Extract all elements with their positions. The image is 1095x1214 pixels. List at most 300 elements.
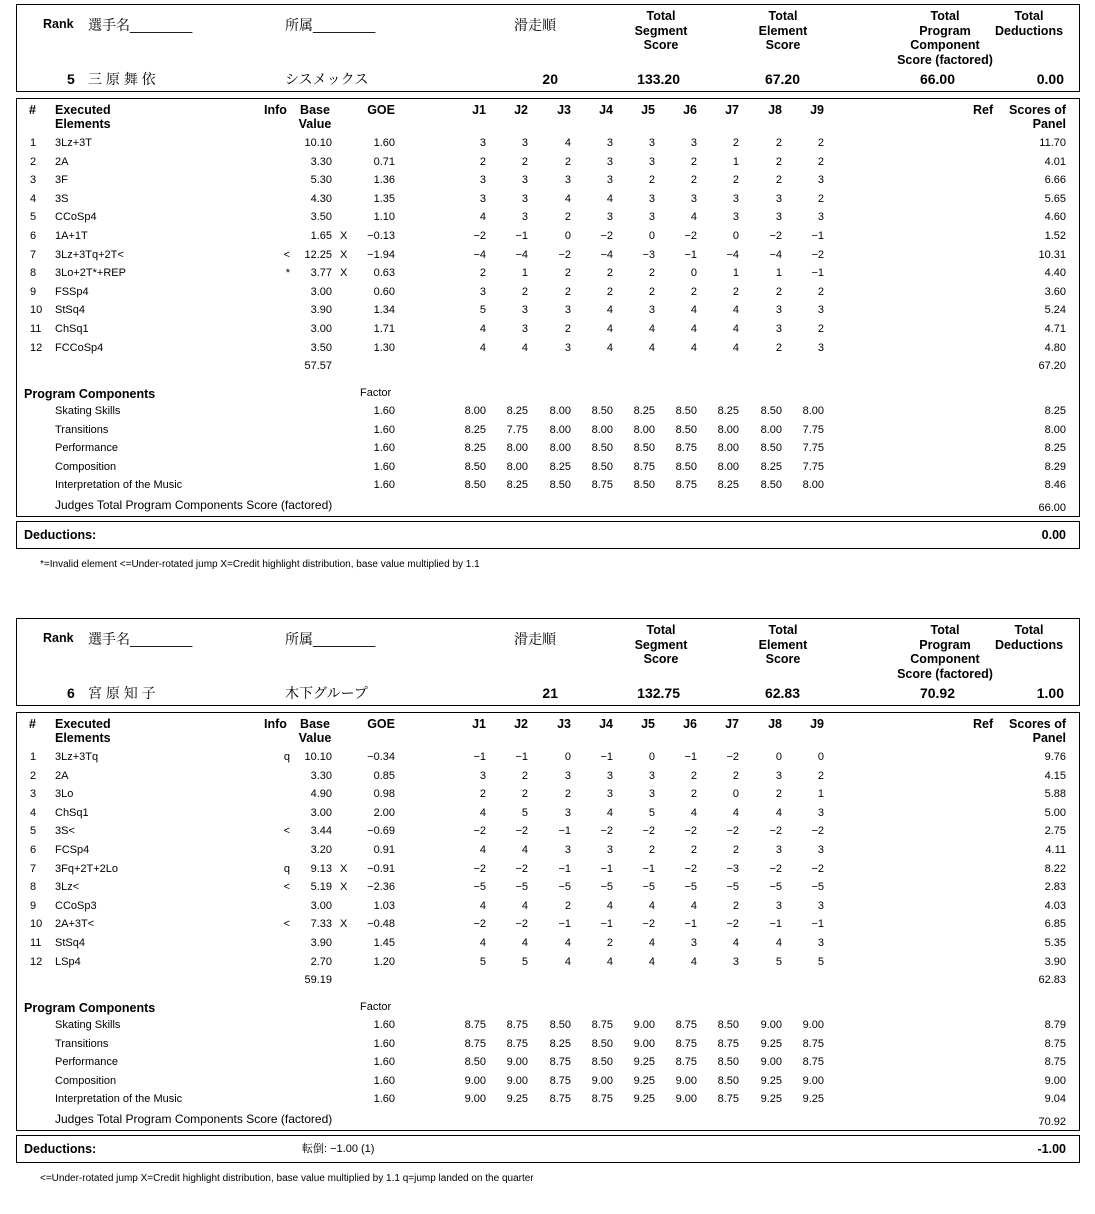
element-judge-5: 4 xyxy=(648,937,655,949)
component-judge-7: 8.75 xyxy=(717,1037,739,1050)
element-number: 6 xyxy=(30,230,37,242)
element-judge-2: −1 xyxy=(515,230,528,242)
deductions-box xyxy=(16,1135,1080,1163)
element-name: 3Lz< xyxy=(55,881,80,894)
skater-section xyxy=(0,614,1095,1214)
element-panel-score: 5.00 xyxy=(1044,806,1066,819)
element-judge-7: −2 xyxy=(726,751,739,763)
element-base: 10.10 xyxy=(304,751,332,763)
element-judge-1: 2 xyxy=(479,155,486,168)
info-header: Info xyxy=(264,103,287,117)
deductions-label-line: Deductions xyxy=(994,23,1064,38)
element-judge-1: 4 xyxy=(479,899,486,912)
skater-club: 木下グループ xyxy=(285,685,368,701)
base-value-total: 59.19 xyxy=(304,974,332,986)
component-judge-9: 8.75 xyxy=(802,1037,824,1050)
element-panel-score: 2.83 xyxy=(1044,881,1066,894)
element-judge-3: 0 xyxy=(564,751,571,763)
component-panel-score: 8.00 xyxy=(1044,423,1066,436)
segment-score: 132.75 xyxy=(637,685,680,701)
element-judge-4: 2 xyxy=(606,267,613,280)
goe-header: GOE xyxy=(367,103,395,117)
element-judge-4: 4 xyxy=(606,341,613,354)
element-judge-7: 2 xyxy=(732,174,739,187)
element-number: 7 xyxy=(30,248,37,261)
element-judge-5: 0 xyxy=(648,230,655,242)
element-judge-2: −5 xyxy=(515,881,528,894)
element-judge-4: 3 xyxy=(606,155,613,168)
element-panel-score: 3.90 xyxy=(1044,955,1066,968)
segment-score: 133.20 xyxy=(637,71,680,87)
element-panel-score: 11.70 xyxy=(1039,137,1066,149)
component-judge-5: 9.00 xyxy=(633,1037,655,1050)
element-judge-9: 5 xyxy=(817,955,824,968)
element-judge-2: −2 xyxy=(515,825,528,838)
element-name: 3Lo xyxy=(55,788,74,801)
component-judge-4: 8.50 xyxy=(591,405,613,417)
component-judge-6: 8.50 xyxy=(675,405,697,417)
element-name: 3Lz+3Tq xyxy=(55,751,99,763)
element-panel-score: 3.60 xyxy=(1044,285,1066,298)
element-name: 3Lz+3Tq+2T< xyxy=(55,248,124,261)
element-judge-2: 4 xyxy=(521,341,528,354)
component-panel-score: 8.25 xyxy=(1044,405,1066,417)
element-judge-1: 3 xyxy=(479,769,486,782)
element-panel-score: 5.24 xyxy=(1044,304,1066,317)
component-name: Interpretation of the Music xyxy=(55,479,183,492)
segment-score-label-line: Score xyxy=(643,652,679,666)
component-judge-9: 9.00 xyxy=(802,1019,824,1031)
component-judge-4: 8.50 xyxy=(591,460,613,473)
segment-score-label-line: Segment xyxy=(634,23,688,38)
component-judge-1: 8.25 xyxy=(464,423,486,436)
element-goe: −0.91 xyxy=(367,862,395,875)
element-judge-8: −2 xyxy=(769,825,782,838)
element-judge-3: −1 xyxy=(558,918,571,931)
element-name: FCSp4 xyxy=(55,844,90,856)
element-number: 10 xyxy=(30,304,43,317)
element-judge-9: 2 xyxy=(817,285,824,298)
element-score-label-line: Element xyxy=(758,637,808,652)
element-judge-6: 4 xyxy=(690,341,697,354)
element-judge-2: 2 xyxy=(521,155,528,168)
element-judge-5: 3 xyxy=(648,137,655,149)
elements-total: 62.83 xyxy=(1038,974,1066,986)
element-base: 10.10 xyxy=(304,137,332,149)
element-name: FSSp4 xyxy=(55,285,89,298)
element-judge-7: 2 xyxy=(732,769,739,782)
element-judge-5: 3 xyxy=(648,788,655,801)
deductions-label: Deductions: xyxy=(24,1142,97,1156)
element-goe: −0.13 xyxy=(367,230,395,242)
element-info: < xyxy=(283,825,290,838)
element-goe: 1.20 xyxy=(373,955,395,968)
element-judge-3: 2 xyxy=(564,211,571,224)
component-judge-6: 8.75 xyxy=(675,1019,697,1031)
component-score-label-line: Total xyxy=(930,623,960,637)
component-judge-5: 9.00 xyxy=(633,1019,655,1031)
element-goe: −2.36 xyxy=(367,881,395,894)
element-judge-9: −2 xyxy=(811,825,824,838)
element-base: 7.33 xyxy=(310,918,332,931)
element-base: 3.00 xyxy=(310,285,332,298)
element-name: 3Lo+2T*+REP xyxy=(55,267,126,280)
element-judge-6: −1 xyxy=(684,918,697,931)
element-goe: 2.00 xyxy=(373,806,395,819)
element-judge-8: 2 xyxy=(775,788,782,801)
component-judge-4: 8.75 xyxy=(591,479,613,492)
component-judge-8: 9.00 xyxy=(760,1019,782,1031)
element-judge-3: 2 xyxy=(564,285,571,298)
component-judge-1: 8.50 xyxy=(464,479,486,492)
element-name: CCoSp3 xyxy=(55,899,97,912)
element-judge-7: 4 xyxy=(732,323,739,335)
element-judge-1: −4 xyxy=(473,248,486,261)
element-judge-3: 2 xyxy=(564,899,571,912)
component-panel-score: 8.25 xyxy=(1044,442,1066,455)
element-judge-9: 0 xyxy=(817,751,824,763)
element-base: 4.30 xyxy=(310,192,332,205)
component-judge-5: 9.25 xyxy=(633,1074,655,1087)
component-judge-3: 8.00 xyxy=(549,442,571,455)
element-panel-score: 2.75 xyxy=(1044,825,1066,838)
club-label: 所属________ xyxy=(285,17,376,33)
element-judge-8: 2 xyxy=(775,174,782,187)
panel-header: Scores of xyxy=(1009,103,1066,117)
element-goe: 1.71 xyxy=(373,323,395,335)
element-judge-6: 2 xyxy=(690,769,697,782)
element-name: CCoSp4 xyxy=(55,211,97,224)
start-label: 滑走順 xyxy=(514,631,556,647)
component-panel-score: 9.04 xyxy=(1044,1093,1066,1106)
element-bonus: X xyxy=(340,881,348,894)
segment-score-label-line: Total xyxy=(646,9,676,23)
element-judge-4: 4 xyxy=(606,192,613,205)
goe-header: GOE xyxy=(367,717,395,731)
component-judge-1: 8.75 xyxy=(464,1019,486,1031)
element-info: < xyxy=(283,918,290,931)
component-judge-9: 7.75 xyxy=(802,442,824,455)
judge-header-7: J7 xyxy=(725,103,739,117)
element-goe: 1.34 xyxy=(373,304,395,317)
element-name: 3Lz+3T xyxy=(55,137,92,149)
element-name: ChSq1 xyxy=(55,323,89,335)
element-judge-4: 3 xyxy=(606,844,613,856)
base-header: Base xyxy=(300,103,330,117)
judge-header-9: J9 xyxy=(810,717,824,731)
element-judge-2: 2 xyxy=(521,769,528,782)
element-goe: −0.34 xyxy=(367,751,395,763)
element-goe: 1.35 xyxy=(373,192,395,205)
component-panel-score: 8.75 xyxy=(1044,1056,1066,1069)
component-judge-6: 8.75 xyxy=(675,1056,697,1069)
component-judge-8: 9.00 xyxy=(760,1056,782,1069)
element-judge-2: −1 xyxy=(515,751,528,763)
element-goe: −1.94 xyxy=(367,248,395,261)
component-judge-2: 7.75 xyxy=(506,423,528,436)
component-panel-score: 8.29 xyxy=(1044,460,1066,473)
component-factor: 1.60 xyxy=(373,1093,395,1106)
element-judge-2: 3 xyxy=(521,174,528,187)
element-judge-7: 3 xyxy=(732,211,739,224)
element-judge-6: 4 xyxy=(690,211,697,224)
element-judge-6: 2 xyxy=(690,788,697,801)
element-number: 1 xyxy=(30,751,37,763)
element-info: q xyxy=(283,862,290,875)
element-bonus: X xyxy=(340,230,348,242)
element-judge-1: 5 xyxy=(479,955,486,968)
element-judge-1: −1 xyxy=(473,751,486,763)
element-judge-5: 0 xyxy=(648,751,655,763)
component-panel-score: 9.00 xyxy=(1044,1074,1066,1087)
component-factor: 1.60 xyxy=(373,460,395,473)
element-goe: 0.63 xyxy=(373,267,395,280)
skater-club: シスメックス xyxy=(285,71,369,87)
element-number: 2 xyxy=(30,769,37,782)
component-judge-2: 9.00 xyxy=(506,1074,528,1087)
element-name: 3S< xyxy=(55,825,75,838)
element-judge-9: 2 xyxy=(817,323,824,335)
element-name: 1A+1T xyxy=(55,230,88,242)
element-panel-score: 4.71 xyxy=(1044,323,1066,335)
panel-header-2: Panel xyxy=(1032,731,1066,745)
element-judge-8: 0 xyxy=(775,751,782,763)
element-judge-8: 1 xyxy=(775,267,782,280)
element-judge-7: 3 xyxy=(732,955,739,968)
rank-label: Rank xyxy=(43,17,74,31)
deductions-box xyxy=(16,521,1080,549)
element-base: 3.77 xyxy=(310,267,332,280)
deductions-score: 1.00 xyxy=(1036,685,1064,701)
element-info: < xyxy=(283,881,290,894)
element-name: 3S xyxy=(55,192,69,205)
executed-header: Executed xyxy=(55,103,111,117)
element-number: 9 xyxy=(30,899,37,912)
element-judge-1: 3 xyxy=(479,174,486,187)
element-judge-7: −5 xyxy=(726,881,739,894)
element-goe: 1.10 xyxy=(373,211,395,224)
component-judge-4: 8.50 xyxy=(591,442,613,455)
element-base: 1.65 xyxy=(310,230,332,242)
base-header: Base xyxy=(300,717,330,731)
element-goe: 0.71 xyxy=(373,155,395,168)
element-judge-8: 3 xyxy=(775,323,782,335)
program-components-title: Program Components xyxy=(24,1001,156,1015)
element-panel-score: 5.35 xyxy=(1044,937,1066,949)
element-judge-9: 2 xyxy=(817,155,824,168)
element-judge-8: 5 xyxy=(775,955,782,968)
component-name: Transitions xyxy=(55,423,109,436)
element-judge-6: 4 xyxy=(690,899,697,912)
element-judge-3: 3 xyxy=(564,844,571,856)
element-judge-7: −2 xyxy=(726,918,739,931)
component-judge-2: 8.75 xyxy=(506,1019,528,1031)
component-judge-1: 8.75 xyxy=(464,1037,486,1050)
element-score: 62.83 xyxy=(764,685,800,701)
element-judge-9: 2 xyxy=(817,137,824,149)
component-judge-5: 8.75 xyxy=(633,460,655,473)
element-judge-7: 2 xyxy=(732,137,739,149)
start-number: 21 xyxy=(542,685,558,701)
component-judge-3: 8.50 xyxy=(549,1019,571,1031)
component-judge-6: 8.75 xyxy=(675,442,697,455)
element-judge-3: −5 xyxy=(558,881,571,894)
component-judge-5: 8.00 xyxy=(633,423,655,436)
element-base: 5.19 xyxy=(310,881,332,894)
element-number: 2 xyxy=(30,155,37,168)
component-judge-7: 8.00 xyxy=(717,460,739,473)
element-judge-2: 1 xyxy=(521,267,528,280)
elements-total: 67.20 xyxy=(1038,360,1066,372)
element-judge-4: 4 xyxy=(606,899,613,912)
element-judge-6: 2 xyxy=(690,155,697,168)
judge-header-1: J1 xyxy=(472,717,486,731)
element-judge-8: 2 xyxy=(775,285,782,298)
component-judge-5: 8.50 xyxy=(633,479,655,492)
component-name: Performance xyxy=(55,442,118,455)
element-judge-2: 3 xyxy=(521,137,528,149)
element-judge-3: 3 xyxy=(564,806,571,819)
element-judge-4: 3 xyxy=(606,788,613,801)
element-judge-6: 2 xyxy=(690,285,697,298)
element-info: * xyxy=(285,267,290,280)
component-judge-3: 8.25 xyxy=(549,1037,571,1050)
executed-header-2: Elements xyxy=(55,117,111,131)
element-panel-score: 4.15 xyxy=(1044,769,1066,782)
element-judge-8: −4 xyxy=(769,248,782,261)
element-judge-7: −4 xyxy=(726,248,739,261)
component-judge-1: 8.00 xyxy=(464,405,486,417)
element-judge-3: 4 xyxy=(564,955,571,968)
element-judge-4: 4 xyxy=(606,323,613,335)
component-factor: 1.60 xyxy=(373,1019,395,1031)
judges-total-label: Judges Total Program Components Score (factored) xyxy=(55,498,333,512)
judge-header-1: J1 xyxy=(472,103,486,117)
component-judge-1: 8.25 xyxy=(464,442,486,455)
element-judge-3: −1 xyxy=(558,862,571,875)
judges-total-value: 70.92 xyxy=(1038,1116,1066,1128)
element-judge-7: 4 xyxy=(732,806,739,819)
element-judge-4: 4 xyxy=(606,955,613,968)
element-judge-9: 2 xyxy=(817,769,824,782)
deductions-label-line: Deductions xyxy=(994,637,1064,652)
element-judge-8: 4 xyxy=(775,806,782,819)
element-judge-6: 2 xyxy=(690,844,697,856)
component-judge-5: 8.25 xyxy=(633,405,655,417)
judge-header-6: J6 xyxy=(683,717,697,731)
element-name: 2A xyxy=(55,155,69,168)
element-judge-9: 2 xyxy=(817,192,824,205)
judge-header-3: J3 xyxy=(557,717,571,731)
element-judge-1: 3 xyxy=(479,285,486,298)
component-judge-8: 8.50 xyxy=(760,442,782,455)
name-label: 選手名________ xyxy=(88,631,193,647)
element-goe: −0.69 xyxy=(367,825,395,838)
element-number: 8 xyxy=(30,881,37,894)
component-judge-7: 8.75 xyxy=(717,1093,739,1106)
element-goe: 0.85 xyxy=(373,769,395,782)
element-number: 11 xyxy=(30,937,42,949)
component-judge-2: 8.00 xyxy=(506,442,528,455)
component-score: 70.92 xyxy=(919,685,955,701)
element-judge-5: 2 xyxy=(648,174,655,187)
element-number: 5 xyxy=(30,211,37,224)
element-judge-6: −2 xyxy=(684,230,697,242)
rank-value: 6 xyxy=(67,685,75,701)
deductions-label-line: Total xyxy=(1014,9,1044,23)
element-number: 9 xyxy=(30,285,37,298)
judge-header-7: J7 xyxy=(725,717,739,731)
component-score-label-line: Program xyxy=(919,637,971,652)
element-base: 5.30 xyxy=(310,174,332,187)
element-judge-8: 3 xyxy=(775,211,782,224)
element-judge-8: 3 xyxy=(775,769,782,782)
element-judge-7: 0 xyxy=(732,788,739,801)
component-judge-9: 8.00 xyxy=(802,479,824,492)
element-judge-9: 3 xyxy=(817,844,824,856)
element-judge-2: 5 xyxy=(521,806,528,819)
component-name: Composition xyxy=(55,460,117,473)
component-judge-7: 8.50 xyxy=(717,1019,739,1031)
element-judge-9: −1 xyxy=(811,230,824,242)
deductions-label: Deductions: xyxy=(24,528,97,542)
element-base: 12.25 xyxy=(304,248,332,261)
element-judge-2: 4 xyxy=(521,844,528,856)
element-judge-8: −2 xyxy=(769,862,782,875)
segment-score-label-line: Segment xyxy=(634,637,688,652)
element-judge-2: −2 xyxy=(515,918,528,931)
element-panel-score: 1.52 xyxy=(1044,230,1066,242)
element-number: 12 xyxy=(30,341,43,354)
component-score-label-line: Program xyxy=(919,23,971,38)
element-panel-score: 4.03 xyxy=(1044,899,1066,912)
element-score: 67.20 xyxy=(764,71,800,87)
element-base: 3.20 xyxy=(310,844,332,856)
element-name: 3Fq+2T+2Lo xyxy=(55,862,118,875)
judges-total-label: Judges Total Program Components Score (factored) xyxy=(55,1112,333,1126)
rank-label: Rank xyxy=(43,631,74,645)
element-judge-9: −1 xyxy=(811,918,824,931)
component-judge-9: 9.00 xyxy=(802,1074,824,1087)
club-label: 所属________ xyxy=(285,631,376,647)
element-judge-4: 3 xyxy=(606,211,613,224)
element-number: 4 xyxy=(30,806,37,819)
element-name: ChSq1 xyxy=(55,806,89,819)
element-judge-6: −2 xyxy=(684,862,697,875)
element-info: q xyxy=(283,751,290,763)
element-judge-3: 3 xyxy=(564,341,571,354)
element-name: LSp4 xyxy=(55,955,81,968)
element-base: 3.00 xyxy=(310,806,332,819)
deductions-value: 0.00 xyxy=(1041,528,1066,542)
element-judge-2: 3 xyxy=(521,323,528,335)
component-factor: 1.60 xyxy=(373,423,395,436)
element-judge-1: 4 xyxy=(479,323,486,335)
element-base: 3.00 xyxy=(310,899,332,912)
element-judge-5: −5 xyxy=(642,881,655,894)
element-judge-9: 3 xyxy=(817,174,824,187)
rank-value: 5 xyxy=(67,71,75,87)
element-judge-4: 3 xyxy=(606,137,613,149)
component-judge-3: 8.25 xyxy=(549,460,571,473)
element-judge-5: −1 xyxy=(642,862,655,875)
deductions-score: 0.00 xyxy=(1036,71,1064,87)
element-name: 2A xyxy=(55,769,69,782)
component-judge-5: 9.25 xyxy=(633,1056,655,1069)
element-judge-5: 3 xyxy=(648,211,655,224)
element-judge-9: −1 xyxy=(811,267,824,280)
element-judge-7: 4 xyxy=(732,304,739,317)
